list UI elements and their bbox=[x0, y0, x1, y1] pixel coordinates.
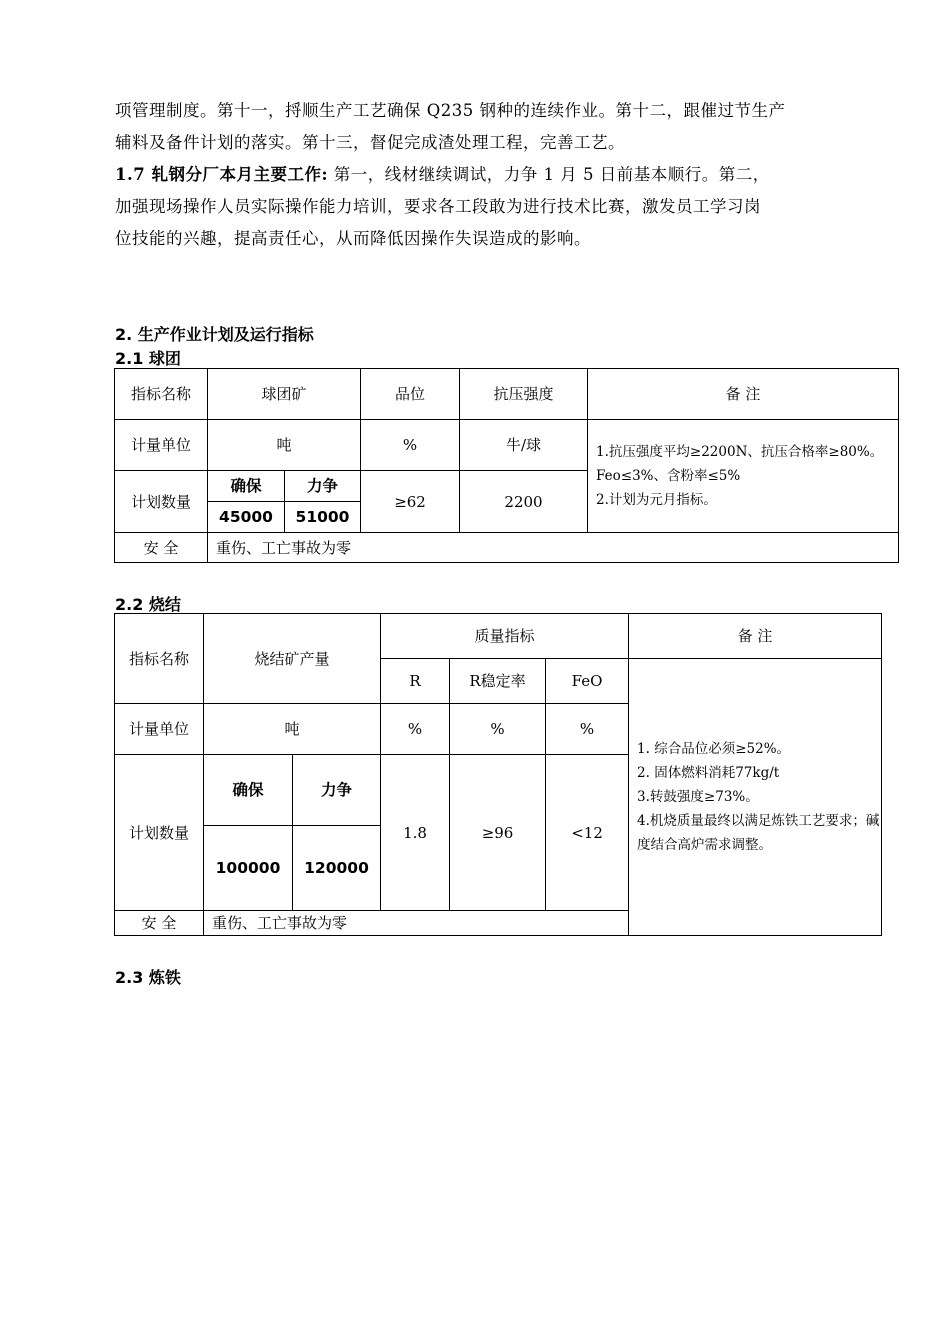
plan-label: 计划数量 bbox=[115, 755, 204, 911]
header-index-name: 指标名称 bbox=[115, 369, 208, 420]
intro-paragraph bbox=[115, 95, 885, 255]
safety-value: 重伤、工亡事故为零 bbox=[208, 533, 899, 563]
unit-feo: % bbox=[546, 704, 629, 755]
section-2-2-heading: 2.2 烧结 bbox=[115, 595, 181, 614]
ensure-value: 100000 bbox=[204, 826, 293, 911]
strive-value: 51000 bbox=[285, 502, 361, 533]
remark-note-1: 1.抗压强度平均≥2200N、抗压合格率≥80%。Feo≤3%、含粉率≤5% bbox=[596, 444, 884, 484]
unit-pellet: 吨 bbox=[208, 420, 361, 471]
section-2-1-heading: 2.1 球团 bbox=[115, 349, 181, 368]
intro-line-4: 加强现场操作人员实际操作能力培训，要求各工段敢为进行技术比赛，激发员工学习岗 bbox=[115, 197, 761, 216]
header-sinter-output: 烧结矿产量 bbox=[204, 614, 381, 704]
intro-line-3 bbox=[115, 159, 885, 191]
section-2-3-heading: 2.3 炼铁 bbox=[115, 968, 181, 987]
section-1-7-label: 1.7 轧钢分厂本月主要工作: bbox=[115, 165, 329, 184]
header-grade: 品位 bbox=[361, 369, 460, 420]
section-2-heading: 2. 生产作业计划及运行指标 bbox=[115, 325, 314, 344]
intro-line-5: 位技能的兴趣，提高责任心，从而降低因操作失误造成的影响。 bbox=[115, 229, 591, 248]
section-1-7-text: 第一，线材继续调试，力争 1 月 5 日前基本顺行。第二， bbox=[328, 165, 770, 184]
unit-grade: % bbox=[361, 420, 460, 471]
unit-sinter: 吨 bbox=[204, 704, 381, 755]
strength-value: 2200 bbox=[460, 471, 588, 533]
unit-label: 计量单位 bbox=[115, 704, 204, 755]
sinter-table bbox=[114, 613, 882, 936]
unit-r-stability: % bbox=[450, 704, 546, 755]
header-pellet-ore: 球团矿 bbox=[208, 369, 361, 420]
unit-label: 计量单位 bbox=[115, 420, 208, 471]
safety-value: 重伤、工亡事故为零 bbox=[204, 911, 882, 936]
remark-note-3: 3.转鼓强度≥73%。 bbox=[637, 789, 759, 805]
intro-line-2: 辅料及备件计划的落实。第十三，督促完成渣处理工程，完善工艺。 bbox=[115, 133, 625, 152]
ensure-label: 确保 bbox=[204, 755, 293, 826]
quality-feo: FeO bbox=[546, 659, 629, 704]
remark-note-2: 2. 固体燃料消耗77kg/t bbox=[637, 765, 780, 781]
remark-note-1: 1. 综合品位必须≥52%。 bbox=[637, 741, 791, 757]
header-compressive-strength: 抗压强度 bbox=[460, 369, 588, 420]
header-remark: 备 注 bbox=[588, 369, 899, 420]
grade-value: ≥62 bbox=[361, 471, 460, 533]
remark-notes bbox=[588, 420, 899, 533]
strive-value: 120000 bbox=[293, 826, 381, 911]
safety-label: 安 全 bbox=[115, 911, 204, 936]
safety-label: 安 全 bbox=[115, 533, 208, 563]
feo-value: <12 bbox=[546, 755, 629, 911]
plan-label: 计划数量 bbox=[115, 471, 208, 533]
remark-note-2: 2.计划为元月指标。 bbox=[596, 492, 717, 508]
quality-r: R bbox=[381, 659, 450, 704]
strive-label: 力争 bbox=[293, 755, 381, 826]
remark-note-4: 4.机烧质量最终以满足炼铁工艺要求；碱度结合高炉需求调整。 bbox=[637, 813, 880, 853]
pellet-table bbox=[114, 368, 899, 563]
r-value: 1.8 bbox=[381, 755, 450, 911]
header-remark: 备 注 bbox=[629, 614, 882, 659]
ensure-label: 确保 bbox=[208, 471, 285, 502]
quality-r-stability: R稳定率 bbox=[450, 659, 546, 704]
intro-line-1: 项管理制度。第十一，捋顺生产工艺确保 Q235 钢种的连续作业。第十二，跟催过节生产 bbox=[115, 101, 786, 120]
ensure-value: 45000 bbox=[208, 502, 285, 533]
header-quality-index: 质量指标 bbox=[381, 614, 629, 659]
r-stability-value: ≥96 bbox=[450, 755, 546, 911]
unit-r: % bbox=[381, 704, 450, 755]
strive-label: 力争 bbox=[285, 471, 361, 502]
remark-notes bbox=[629, 659, 882, 936]
unit-strength: 牛/球 bbox=[460, 420, 588, 471]
header-index-name: 指标名称 bbox=[115, 614, 204, 704]
